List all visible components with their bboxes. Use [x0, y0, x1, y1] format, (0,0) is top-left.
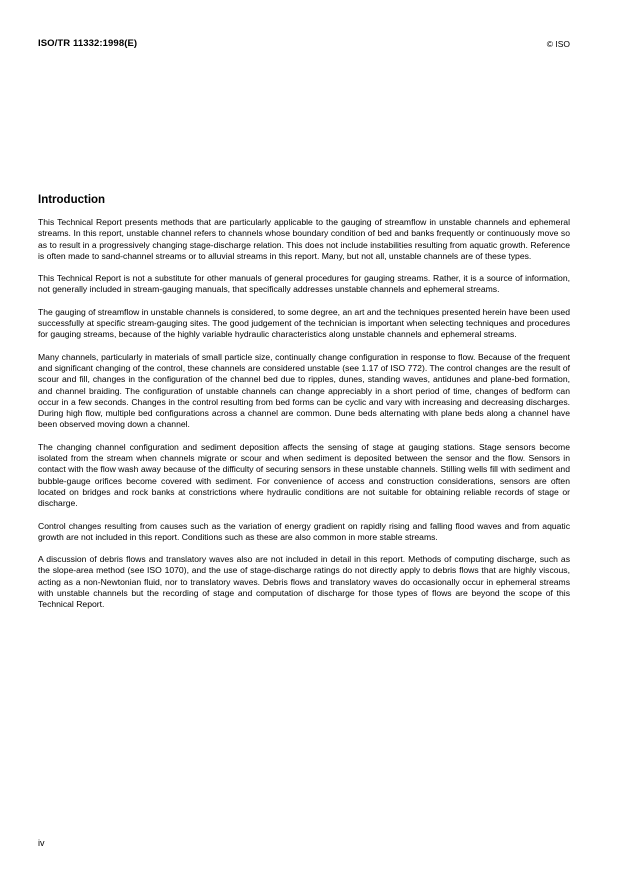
copyright-notice: © ISO: [546, 39, 570, 49]
paragraph-5: The changing channel configuration and sediment deposition affects the sensing of stage at gauging stations. Stage sensors become isolated from the stream when channels migrate or scour and when sediment is deposited between the sensor and the flow. Sensors in contact with the flow wash away because of the difficulty of securing sensors in these unstable channels. Stilling wells fill with sediment and bubble-gauge orifices become covered with sediment. For convenience of access and construction considerations, sensors are often located on bridges and rock banks at constrictions where hydraulic conditions are not suitable for obtaining reliable records of stage or discharge.: [38, 441, 570, 509]
paragraph-6: Control changes resulting from causes such as the variation of energy gradient on rapidly rising and falling flood waves and from aquatic growth are not included in this report. Conditions such as these are also common in more stable streams.: [38, 520, 570, 542]
page-number: iv: [38, 838, 45, 848]
page-content: [38, 194, 570, 622]
section-title: Introduction: [38, 194, 106, 206]
paragraph-4: Many channels, particularly in materials of small particle size, continually change configuration in response to flow. Because of the frequent and significant changing of the control, these channels are considered unstable (see 1.17 of ISO 772). The control changes are the result of scour and fill, changes in the configuration of the channel bed due to ripples, dunes, standing waves, antidunes and plane-bed formation, and channel braiding. The configuration of unstable channels can change appreciably in a short period of time, changes of bedform can occur in a few seconds. Changes in the control resulting from bed forms can be cyclic and vary with increasing and decreasing discharges. During high flow, multiple bed configurations across a channel are common. Dune beds alternating with plane beds along a channel have been observed moving down a channel.: [38, 351, 570, 430]
paragraph-1: This Technical Report presents methods that are particularly applicable to the gauging of streamflow in unstable channels and ephemeral streams. In this report, unstable channel refers to channels whose boundary condition of bed and banks frequently or continuously move so as to result in a progressively changing stage-discharge relation. This does not include instabilities resulting from aquatic growth. Reference is often made to sand-channel streams or to alluvial streams in this report. Many, but not all, unstable channels are of these types.: [38, 217, 570, 261]
paragraph-3: The gauging of streamflow in unstable channels is considered, to some degree, an art and the techniques presented herein have been used successfully at specific stream-gauging sites. The good judgement of the technician is important when selecting techniques and procedures for gauging streams, because of the highly variable hydraulic characteristics along unstable channels and ephemeral streams.: [38, 306, 570, 340]
document-identifier: ISO/TR 11332:1998(E): [38, 38, 138, 49]
paragraph-2: This Technical Report is not a substitute for other manuals of general procedures for gauging streams. Rather, it is a source of information, not generally included in stream-gauging manuals, that specifically addresses unstable channels and ephemeral streams.: [38, 273, 570, 295]
paragraph-7: A discussion of debris flows and translatory waves also are not included in detail in this report. Methods of computing discharge, such as the slope-area method (see ISO 1070), and the use of stage-discharge ratings do not directly apply to debris flows that are highly viscous, acting as a non-Newtonian fluid, nor to translatory waves. Debris flows and translatory waves do occasionally occur in ephemeral streams with unstable channels but the recording of stage and computation of discharge for those types of flows are beyond the scope of this Technical Report.: [38, 554, 570, 610]
